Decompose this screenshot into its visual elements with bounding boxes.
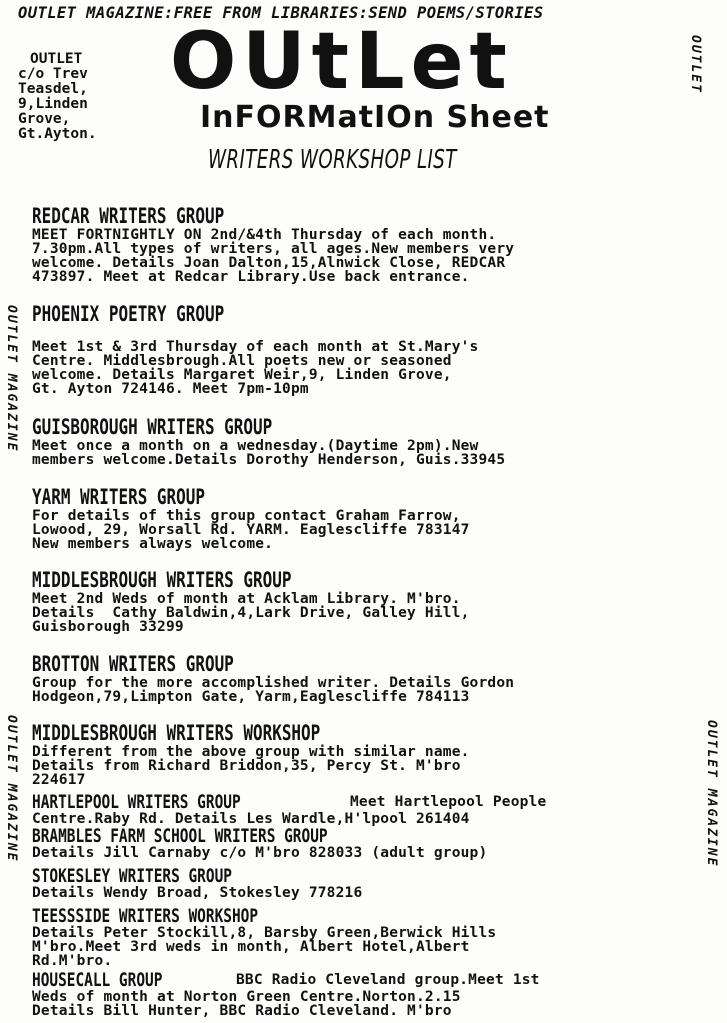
group-entry [32, 722, 717, 787]
group-entry [32, 486, 717, 551]
group-name: MIDDLESBROUGH WRITERS WORKSHOP [32, 721, 321, 745]
group-entry [32, 653, 717, 704]
group-name: TEESSSIDE WRITERS WORKSHOP [32, 905, 259, 927]
address-line: 9,Linden [18, 96, 88, 112]
group-inline-text: Meet Hartlepool People [350, 794, 547, 810]
address-line: Teasdel, [18, 81, 88, 97]
group-details: Details Wendy Broad, Stokesley 778216 [32, 885, 363, 901]
group-details: Meet 2nd Weds of month at Acklam Library. M'bro. Details Cathy Baldwin,4,Lark Drive, Galley Hill, Guisborough 33299 [32, 591, 470, 635]
address-line: Grove, [18, 111, 71, 127]
masthead: OUtLet [170, 17, 513, 107]
group-inline-text: BBC Radio Cleveland group.Meet 1st [236, 972, 540, 988]
group-name: MIDDLESBROUGH WRITERS GROUP [32, 568, 292, 592]
side-label-right-top: OUTLET [688, 35, 703, 94]
group-details: Centre.Raby Rd. Details Les Wardle,H'lpool 261404 [32, 811, 470, 827]
group-entry [32, 866, 717, 900]
address-line: OUTLET [30, 51, 83, 67]
side-label-left: OUTLET MAGAZINE [4, 305, 19, 453]
group-name: REDCAR WRITERS GROUP [32, 204, 225, 228]
group-name: BRAMBLES FARM SCHOOL WRITERS GROUP [32, 825, 328, 847]
banner-text: OUTLET MAGAZINE:FREE FROM LIBRARIES:SEND POEMS/STORIES [18, 4, 544, 22]
group-entry [32, 205, 717, 284]
side-label-right-bottom: OUTLET MAGAZINE [704, 720, 719, 868]
group-entry [32, 569, 717, 634]
group-name: GUISBOROUGH WRITERS GROUP [32, 415, 273, 439]
group-entry [32, 826, 717, 860]
address-line: Gt.Ayton. [18, 126, 97, 142]
group-details: For details of this group contact Graham Farrow, Lowood, 29, Worsall Rd. YARM. Eaglescliffe 783147 New members always welcome. [32, 508, 470, 552]
group-details: MEET FORTNIGHTLY ON 2nd/&4th Thursday of each month. 7.30pm.All types of writers, all ages.New members very welcome. Details Joan Dalton,15,Alnwick Close, REDCAR 473897. Meet at Redcar Library.Use back entrance. [32, 227, 515, 285]
group-entry [32, 792, 717, 826]
address-block [18, 52, 97, 142]
group-details: Group for the more accomplished writer. Details Gordon Hodgeon,79,Limpton Gate, Yarm,Eaglescliffe 784113 [32, 675, 515, 705]
side-label-left-lower: OUTLET MAGAZINE [4, 715, 19, 863]
group-name: STOKESLEY WRITERS GROUP [32, 865, 232, 887]
group-details: Details Jill Carnaby c/o M'bro 828033 (adult group) [32, 845, 488, 861]
group-entry [32, 970, 717, 1018]
address-line: c/o Trev [18, 66, 88, 82]
group-details: Different from the above group with similar name. Details from Richard Briddon,35, Percy St. M'bro 224617 [32, 744, 470, 788]
group-details: Details Peter Stockill,8, Barsby Green,Berwick Hills M'bro.Meet 3rd weds in month, Albert Hotel,Albert Rd.M'bro. [32, 925, 497, 969]
group-entry [32, 906, 717, 968]
group-details: Meet 1st & 3rd Thursday of each month at St.Mary's Centre. Middlesbrough.All poets new or seasoned welcome. Details Margaret Weir,9, Linden Grove, Gt. Ayton 724146. Meet 7pm-10pm [32, 339, 479, 397]
group-name: HARTLEPOOL WRITERS GROUP [32, 791, 241, 813]
group-details: Meet once a month on a wednesday.(Daytime 2pm).New members welcome.Details Dorothy Henderson, Guis.33945 [32, 438, 506, 468]
group-name: HOUSECALL GROUP [32, 969, 163, 991]
subtitle: InFORMatIOn Sheet [200, 100, 550, 135]
group-details: Weds of month at Norton Green Centre.Norton.2.15 Details Bill Hunter, BBC Radio Cleveland. M'bro [32, 989, 461, 1019]
group-name: BROTTON WRITERS GROUP [32, 652, 234, 676]
group-name: PHOENIX POETRY GROUP [32, 302, 225, 326]
group-name: YARM WRITERS GROUP [32, 485, 205, 509]
group-entry [32, 303, 717, 396]
group-entry [32, 416, 717, 467]
list-title: WRITERS WORKSHOP LIST [208, 145, 457, 175]
